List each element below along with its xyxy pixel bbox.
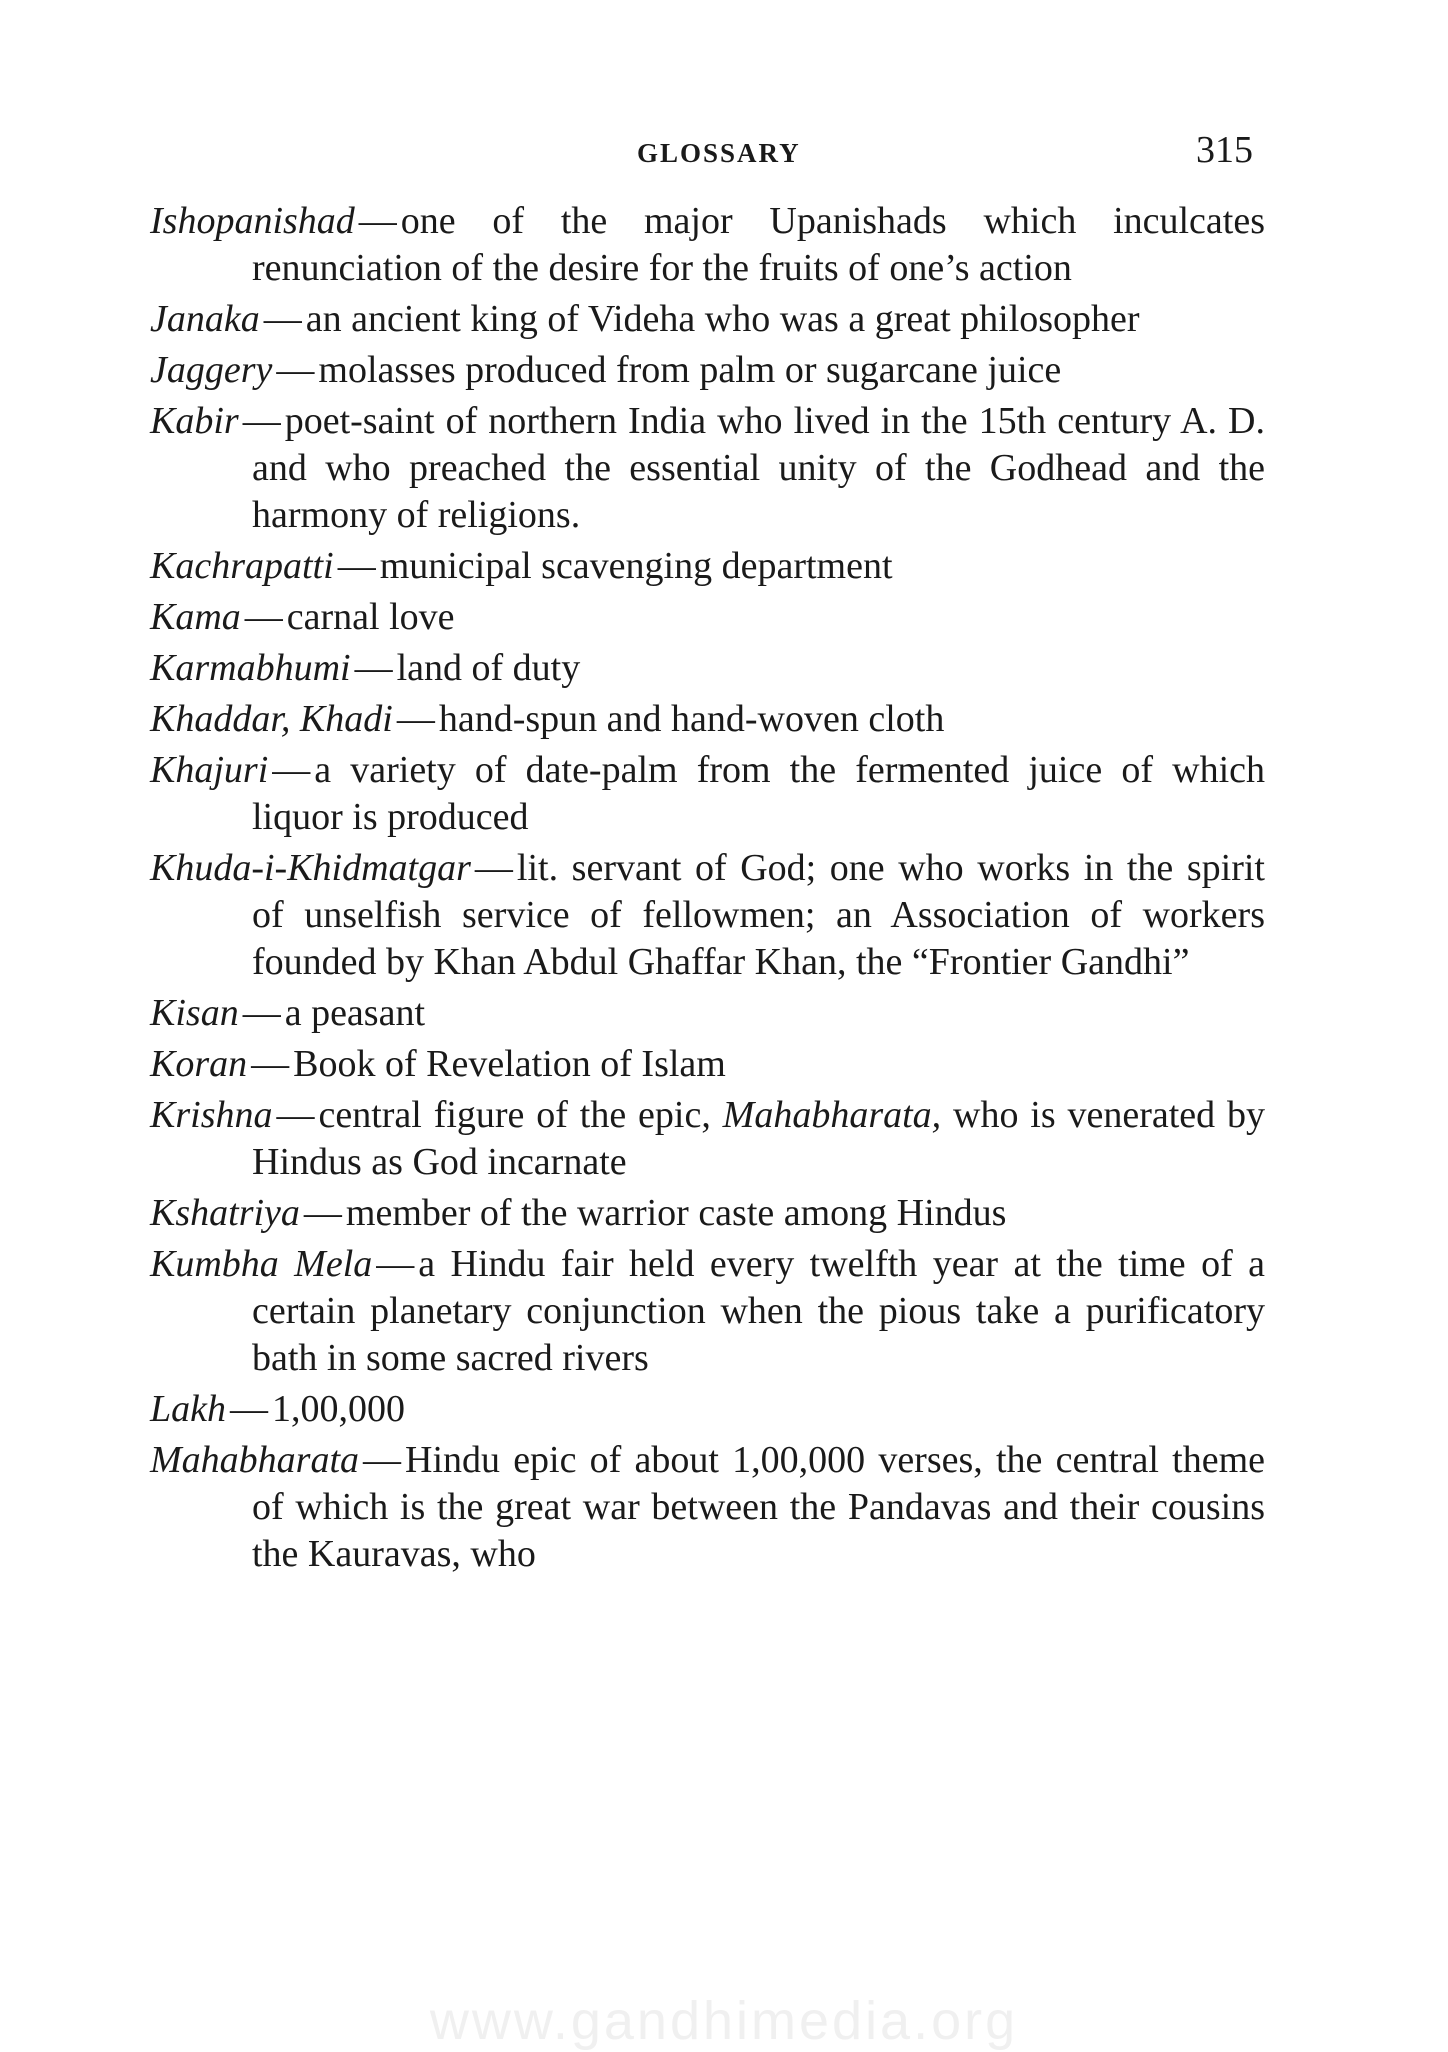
glossary-entry: Kabir — poet-saint of northern India who lived in the 15th century A. D. and who preached the essential unity of the Godhead and the harmony of religions.: [150, 400, 1265, 536]
entry-term: Kshatriya: [150, 1192, 300, 1234]
entry-term: Khajuri: [150, 749, 269, 791]
entry-definition: one of the major Upanishads which inculcates renunciation of the desire for the fruits of one’s action: [252, 200, 1265, 289]
entry-term: Koran: [150, 1043, 248, 1085]
entry-term: Jaggery: [150, 349, 273, 391]
entry-term: Karmabhumi: [150, 647, 351, 689]
entry-definition: a peasant: [284, 992, 426, 1034]
glossary-entry: Khajuri — a variety of date-palm from the fermented juice of which liquor is produced: [150, 749, 1265, 838]
entry-term: Janaka: [150, 298, 260, 340]
entry-term: Mahabharata: [150, 1439, 359, 1481]
entry-term: Ishopanishad: [150, 200, 355, 242]
glossary-entry: Koran — Book of Revelation of Islam: [150, 1043, 726, 1085]
entry-term: Kisan: [150, 992, 239, 1034]
entry-definition: a Hindu fair held every twelfth year at the time of a certain planetary conjunction when the pious take a purificatory bath in some sacred rivers: [252, 1243, 1265, 1379]
entry-definition: lit. servant of God; one who works in the spirit of unselfish service of fellowmen; an Association of workers founded by Khan Abdul Ghaffar Khan, the “Frontier Gandhi”: [252, 847, 1265, 983]
entry-definition: member of the warrior caste among Hindus: [345, 1192, 1007, 1234]
entry-definition: land of duty: [396, 647, 581, 689]
entry-definition: 1,00,000: [272, 1388, 405, 1430]
entry-definition: a variety of date-palm from the fermented juice of which liquor is produced: [252, 749, 1265, 838]
watermark: www.gandhimedia.org: [429, 1991, 1019, 2051]
glossary-entry: Kshatriya — member of the warrior caste among Hindus: [150, 1192, 1007, 1234]
glossary-entry: Janaka — an ancient king of Videha who was a great philosopher: [150, 298, 1140, 340]
glossary-entry: Jaggery — molasses produced from palm or sugarcane juice: [150, 349, 1062, 391]
glossary-entry: Karmabhumi — land of duty: [150, 647, 581, 689]
entry-definition: Book of Revelation of Islam: [293, 1043, 726, 1085]
entry-definition: carnal love: [286, 596, 455, 638]
entry-definition-italic: Mahabharata,: [722, 1094, 942, 1136]
glossary-entries: [150, 198, 1265, 1582]
running-title: GLOSSARY: [637, 138, 801, 168]
glossary-entry: Kumbha Mela — a Hindu fair held every twelfth year at the time of a certain planetary conjunction when the pious take a purificatory bath in some sacred rivers: [150, 1243, 1265, 1379]
glossary-entry: Kisan — a peasant: [150, 992, 426, 1034]
glossary-entry: Khaddar, Khadi — hand-spun and hand-woven cloth: [150, 698, 945, 740]
entry-term: Kachrapatti: [150, 545, 334, 587]
glossary-entry: Ishopanishad — one of the major Upanishads which inculcates renunciation of the desire for the fruits of one’s action: [150, 200, 1265, 289]
running-head: [0, 128, 1448, 178]
entry-term: Kumbha Mela: [150, 1243, 373, 1285]
glossary-entry: Kama — carnal love: [150, 596, 455, 638]
entry-term: Lakh: [150, 1388, 226, 1430]
glossary-entry: Lakh — 1,00,000: [150, 1388, 405, 1430]
entry-definition: hand-spun and hand-woven cloth: [438, 698, 945, 740]
entry-definition: molasses produced from palm or sugarcane juice: [318, 349, 1062, 391]
glossary-entry: Kachrapatti — municipal scavenging department: [150, 545, 893, 587]
entry-term: Krishna: [150, 1094, 273, 1136]
glossary-entry: Mahabharata — Hindu epic of about 1,00,000 verses, the central theme of which is the great war between the Pandavas and their cousins the Kauravas, who: [150, 1439, 1265, 1575]
entry-term: Kabir: [150, 400, 239, 442]
glossary-entry: Khuda-i-Khidmatgar — lit. servant of God; one who works in the spirit of unselfish service of fellowmen; an Association of workers founded by Khan Abdul Ghaffar Khan, the “Frontier Gandhi”: [150, 847, 1265, 983]
entry-term: Kama: [150, 596, 241, 638]
entry-definition: poet-saint of northern India who lived in the 15th century A. D. and who preached the essential unity of the Godhead and the harmony of religions.: [252, 400, 1265, 536]
glossary-entry: Krishna — central figure of the epic, Mahabharata, who is venerated by Hindus as God incarnate: [150, 1094, 1266, 1183]
entry-definition: an ancient king of Videha who was a great philosopher: [305, 298, 1140, 340]
page-number: 315: [1196, 129, 1253, 171]
entry-definition: central figure of the epic,: [318, 1094, 711, 1136]
entry-definition: municipal scavenging department: [379, 545, 893, 587]
entry-definition-continued: who is venerated by Hindus as God incarnate: [252, 1094, 1266, 1183]
entry-definition: Hindu epic of about 1,00,000 verses, the central theme of which is the great war between the Pandavas and their cousins the Kauravas, who: [252, 1439, 1265, 1575]
entry-term: Khaddar, Khadi: [150, 698, 393, 740]
entry-term: Khuda-i-Khidmatgar: [150, 847, 471, 889]
